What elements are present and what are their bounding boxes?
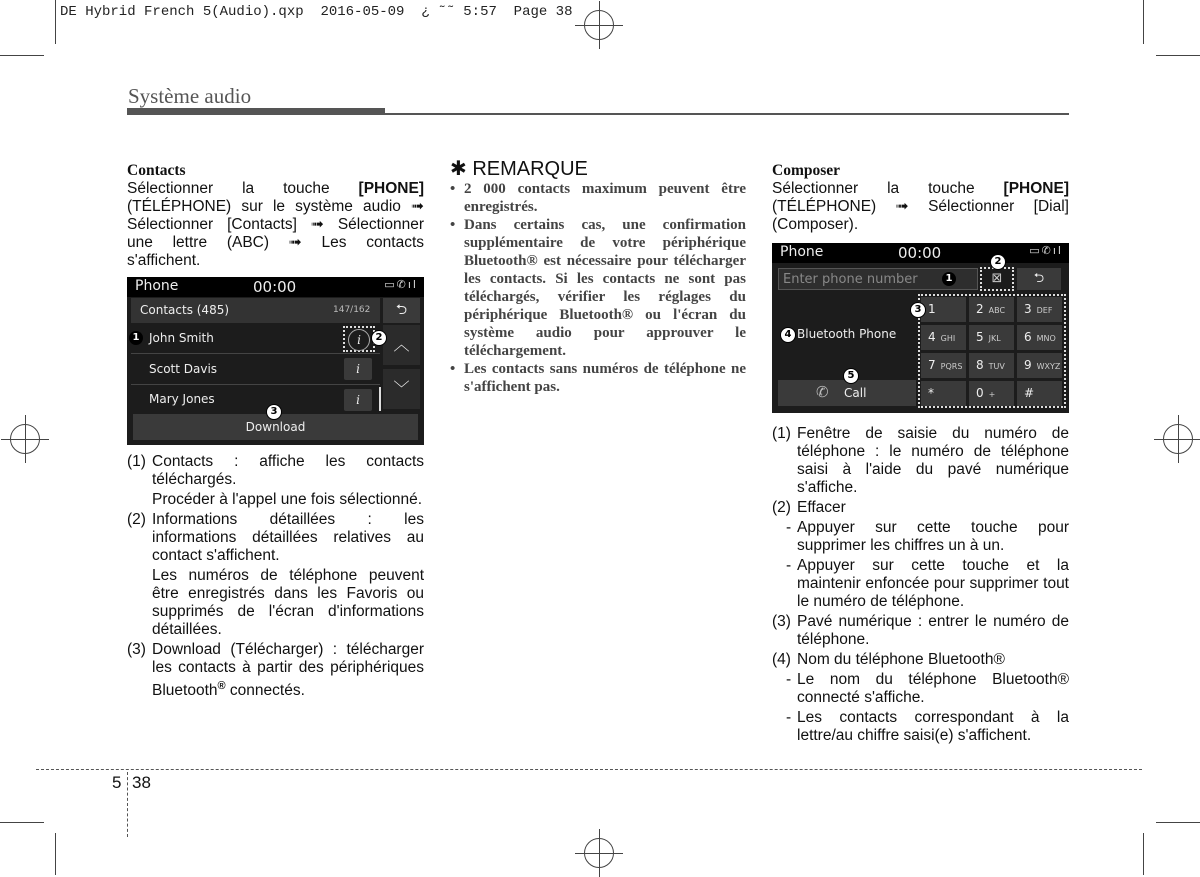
crop-mark — [0, 822, 44, 823]
key-letters: TUV — [988, 362, 1005, 371]
clear-button[interactable]: ⊠ — [980, 267, 1014, 291]
status-bar — [127, 277, 424, 297]
footer-divider — [127, 772, 128, 837]
list-item: (1) Fenêtre de saisie du numéro de téléphone : le numéro de téléphone saisi à l'aide du pavé numérique s'affiche. — [772, 425, 1069, 496]
contact-name: John Smith — [149, 331, 214, 345]
dash-item: - Appuyer sur cette touche pour supprimer les chiffres un à un. — [786, 519, 1069, 554]
key-letters: PQRS — [940, 362, 963, 371]
info-button[interactable]: i — [356, 393, 360, 407]
header-rule — [385, 113, 1069, 115]
registration-mark — [1163, 424, 1193, 454]
keypad-key[interactable] — [969, 353, 1014, 378]
key-letters: ABC — [988, 306, 1006, 315]
contact-name: Mary Jones — [149, 392, 215, 406]
key-digit: # — [1024, 386, 1035, 400]
status-icons: ▭✆ıl — [384, 278, 418, 291]
callout-marker: 3 — [266, 404, 282, 420]
download-button[interactable]: Download — [133, 414, 418, 440]
key-digit: 8 — [976, 358, 984, 372]
composer-intro: Sélectionner la touche [PHONE] (TÉLÉPHONE) ➟ Sélectionner [Dial] (Composer). — [772, 180, 1069, 233]
list-item: (1) Contacts : affiche les contacts téléchargés. Procéder à l'appel une fois sélectionné. — [127, 453, 424, 508]
screen-title: Phone — [135, 278, 179, 294]
key-digit: 6 — [1024, 330, 1032, 344]
right-column — [772, 162, 1069, 234]
remarque-bullet: • Les contacts sans numéros de téléphone ne s'affichent pas. — [450, 360, 746, 396]
key-digit: 5 — [976, 330, 984, 344]
footer-rule — [36, 769, 1142, 770]
key-letters: JKL — [988, 334, 1001, 343]
callout-marker: 2 — [371, 330, 387, 346]
contacts-heading: Contacts — [127, 162, 186, 179]
key-letters: MNO — [1036, 334, 1056, 343]
keypad-key[interactable] — [921, 353, 966, 378]
right-items — [772, 425, 1069, 745]
callout-marker: 1 — [942, 272, 956, 286]
clock: 00:00 — [253, 278, 297, 296]
keypad-key[interactable] — [921, 297, 966, 322]
scroll-down-button[interactable]: ﹀ — [383, 369, 420, 409]
keypad-key[interactable] — [969, 325, 1014, 350]
clock: 00:00 — [898, 244, 942, 262]
callout-marker: 5 — [843, 368, 859, 384]
keypad-key[interactable] — [1017, 381, 1062, 406]
list-item: (2) Informations détaillées : les informations détaillées relatives au contact s'affichent. Les numéros de téléphone peuvent être enregistrés dans les Favoris ou supprimés de l'écran d'informations détaillées. — [127, 511, 424, 638]
key-digit: 4 — [928, 330, 936, 344]
print-header: DE Hybrid French 5(Audio).qxp 2016-05-09 ¿ ˜˜ 5:57 Page 38 — [60, 4, 573, 20]
key-digit: * — [928, 386, 934, 400]
contacts-screen — [127, 277, 424, 445]
keypad-key[interactable] — [921, 381, 966, 406]
key-digit: 0 — [976, 386, 984, 400]
call-label: Call — [844, 386, 867, 400]
dial-screen — [772, 243, 1069, 413]
keypad-key[interactable] — [969, 297, 1014, 322]
crop-mark — [0, 55, 44, 56]
crop-mark — [55, 0, 56, 44]
crop-mark — [1143, 833, 1144, 875]
contacts-count-title: Contacts (485) — [140, 303, 230, 317]
registration-mark — [584, 838, 614, 868]
list-item: (3) Download (Télécharger) : télécharger les contacts à partir des périphériques Bluetooth® connectés. — [127, 641, 424, 700]
callout-marker: 4 — [780, 327, 796, 343]
contact-name: Scott Davis — [149, 362, 218, 376]
phone-number-input[interactable]: Enter phone number — [778, 268, 978, 290]
keypad-key[interactable] — [1017, 325, 1062, 350]
callout-marker: 2 — [990, 254, 1006, 270]
remarque-title: ✱ REMARQUE — [450, 158, 588, 180]
remarque-box — [450, 160, 746, 396]
key-letters: DEF — [1036, 306, 1053, 315]
crop-mark — [1156, 55, 1200, 56]
keypad — [921, 297, 1066, 405]
phone-icon: ✆ — [816, 383, 829, 401]
composer-heading: Composer — [772, 162, 841, 179]
key-digit: 1 — [928, 302, 936, 316]
remarque-bullet: • 2 000 contacts maximum peuvent être enregistrés. — [450, 180, 746, 216]
chapter-number: 5 — [112, 773, 122, 792]
scroll-up-button[interactable]: ︿ — [383, 325, 420, 365]
dash-item: - Les contacts correspondant à la lettre/au chiffre saisi(e) s'affichent. — [786, 709, 1069, 744]
list-item: (4) Nom du téléphone Bluetooth® — [772, 651, 1005, 668]
info-button[interactable]: i — [356, 362, 360, 376]
left-items — [127, 453, 424, 702]
header-rule — [127, 108, 385, 115]
asterisk-icon: ✱ — [450, 158, 467, 180]
key-digit: 2 — [976, 302, 984, 316]
key-digit: 7 — [928, 358, 936, 372]
key-letters: + — [988, 390, 996, 399]
key-digit: 9 — [1024, 358, 1032, 372]
callout-marker: 1 — [129, 331, 143, 345]
crop-mark — [1156, 822, 1200, 823]
keypad-key[interactable] — [921, 325, 966, 350]
left-column — [127, 162, 424, 270]
callout-marker: 3 — [910, 302, 926, 318]
key-letters: WXYZ — [1036, 362, 1061, 371]
status-icons: ▭✆ıl — [1029, 244, 1063, 257]
crop-mark — [55, 833, 56, 875]
list-item: (2) Effacer — [772, 499, 846, 516]
crop-mark — [1143, 0, 1144, 44]
registration-mark — [584, 10, 614, 40]
contacts-page-count: 147/162 — [333, 305, 371, 315]
dash-item: - Appuyer sur cette touche et la maintenir enfoncée pour supprimer tout le numéro de téléphone. — [786, 557, 1069, 610]
keypad-key[interactable] — [1017, 297, 1062, 322]
keypad-key[interactable] — [969, 381, 1014, 406]
list-item: (3) Pavé numérique : entrer le numéro de téléphone. — [772, 613, 1069, 648]
contacts-intro: Sélectionner la touche [PHONE] (TÉLÉPHONE) sur le système audio ➟ Sélectionner [Contacts] ➟ Sélectionner une lettre (ABC) ➟ Les contacts s'affichent. — [127, 180, 424, 269]
info-button[interactable]: i — [348, 329, 370, 351]
keypad-key[interactable] — [1017, 353, 1062, 378]
scrollbar[interactable] — [379, 387, 381, 411]
bluetooth-device-name: Bluetooth Phone — [797, 327, 897, 341]
remarque-bullet: • Dans certains cas, une confirmation supplémentaire de votre périphérique Bluetooth® est nécessaire pour télécharger les contacts. Si les contacts ne sont pas téléchargés, vérifier les réglages du périphérique Bluetooth® ou l'écran du système audio pour approuver le téléchargement. — [450, 216, 746, 360]
dash-item: - Le nom du téléphone Bluetooth® connecté s'affiche. — [786, 671, 1069, 706]
registration-mark — [10, 424, 40, 454]
back-button[interactable]: ⮌ — [1017, 268, 1061, 290]
key-letters: GHI — [940, 334, 956, 343]
screen-title: Phone — [780, 244, 824, 260]
page-number: 38 — [132, 773, 151, 792]
key-digit: 3 — [1024, 302, 1032, 316]
section-title: Système audio — [128, 84, 252, 108]
back-button[interactable]: ⮌ — [383, 298, 420, 323]
status-bar — [772, 243, 1069, 263]
